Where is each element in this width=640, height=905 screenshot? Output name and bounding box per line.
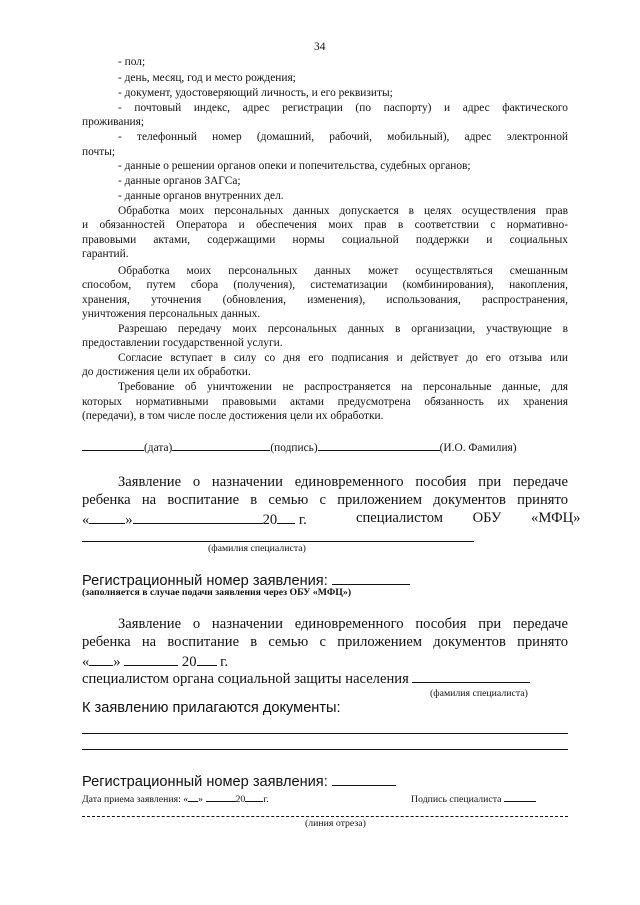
name-blank[interactable] — [318, 440, 440, 451]
name-caption: (И.О. Фамилия) — [439, 442, 517, 454]
year-suffix: г. — [263, 794, 269, 805]
mfc-date-row — [82, 510, 307, 529]
paragraph-line: и обязанностей Оператора и обеспечения моих прав в соответствии с нормативно- — [82, 219, 568, 231]
social-specialist-text: специалистом органа социальной защиты населения — [82, 671, 409, 687]
paragraph-line: способом, путем сбора (получения), систематизации (комбинирования), накопления, — [82, 279, 568, 291]
receipt-month-blank[interactable] — [206, 791, 236, 802]
social-specialist-row — [82, 669, 530, 688]
year-prefix: 20 — [235, 794, 246, 805]
signature-row — [82, 440, 517, 455]
attachment-line[interactable] — [82, 733, 568, 734]
signature-blank[interactable] — [172, 440, 270, 451]
paragraph-line: правовыми актами, содержащими нормы социальной поддержки и социальных — [82, 234, 568, 246]
paragraph-line: Согласие вступает в силу со дня его подписания и действует до его отзыва или — [118, 352, 568, 364]
registration-row — [82, 772, 396, 791]
paragraph-line: Обработка моих персональных данных может осуществляться смешанным — [118, 265, 568, 277]
social-statement-line: Заявление о назначении единовременного пособия при передаче — [118, 616, 568, 632]
registration-number-blank[interactable] — [332, 571, 410, 585]
registration-note: (заполняется в случае подачи заявления через ОБУ «МФЦ») — [82, 587, 352, 598]
mfc-specialist-caption: (фамилия специалиста) — [208, 543, 306, 554]
list-item: - пол; — [118, 56, 146, 68]
social-statement-line: ребенка на воспитание в семью с приложением документов принято — [82, 634, 568, 650]
specialist-signature-blank[interactable] — [504, 791, 536, 802]
page-number: 34 — [314, 41, 326, 53]
mfc-specialist-text: специалистом ОБУ «МФЦ» — [356, 510, 581, 526]
mfc-statement-line: Заявление о назначении единовременного пособия при передаче — [118, 474, 568, 490]
quote-close: » — [113, 654, 121, 670]
mfc-specialist-line[interactable] — [82, 541, 474, 542]
attachments-label: К заявлению прилагаются документы: — [82, 700, 341, 716]
social-year-blank[interactable] — [197, 652, 217, 666]
year-suffix: г. — [298, 512, 307, 528]
mfc-statement-line: ребенка на воспитание в семью с приложением документов принято — [82, 492, 568, 508]
receipt-day-blank[interactable] — [188, 791, 198, 802]
paragraph-line: которых нормативными правовыми актами предусмотрена обязанность их хранения — [82, 396, 568, 408]
list-item: - данные органов ЗАГСа; — [118, 175, 241, 187]
paragraph-line: гарантий. — [82, 248, 129, 260]
year-prefix: 20 — [181, 654, 197, 670]
specialist-signature-label: Подпись специалиста — [411, 794, 502, 805]
mfc-day-blank[interactable] — [89, 510, 125, 524]
paragraph-line: до достижения цели их обработки. — [82, 366, 251, 378]
year-prefix: 20 — [262, 512, 278, 528]
attachment-line[interactable] — [82, 749, 568, 750]
list-item: - данные органов внутренних дел. — [118, 190, 284, 202]
quote-close: » — [198, 794, 204, 805]
quote-close: » — [125, 512, 133, 528]
quote-open: « — [82, 654, 90, 670]
list-item-continuation: почты; — [82, 146, 116, 158]
mfc-year-blank[interactable] — [277, 510, 295, 524]
list-item-continuation: проживания; — [82, 116, 145, 128]
social-month-blank[interactable] — [124, 652, 178, 666]
list-item: - день, месяц, год и место рождения; — [118, 72, 296, 84]
paragraph-line: Требование об уничтожении не распространяется на персональные данные, для — [118, 381, 568, 393]
date-caption: (дата) — [144, 442, 173, 454]
list-item: - телефонный номер (домашний, рабочий, мобильный), адрес электронной — [118, 131, 568, 143]
paragraph-line: Обработка моих персональных данных допускается в целях осуществления прав — [118, 205, 568, 217]
paragraph-line: (передачи), в том числе после достижения цели их обработки. — [82, 410, 384, 422]
date-blank[interactable] — [82, 440, 144, 451]
social-day-blank[interactable] — [89, 652, 113, 666]
list-item: - документ, удостоверяющий личность, и его реквизиты; — [118, 87, 393, 99]
paragraph-line: уничтожения персональных данных. — [82, 308, 261, 320]
cut-line — [82, 816, 568, 817]
paragraph-line: предоставлении государственной услуги. — [82, 337, 283, 349]
social-specialist-caption: (фамилия специалиста) — [430, 688, 528, 699]
quote-open: « — [82, 512, 90, 528]
list-item: - почтовый индекс, адрес регистрации (по паспорту) и адрес фактического — [118, 102, 568, 114]
paragraph-line: Разрешаю передачу моих персональных данных в организации, участвующие в — [118, 323, 568, 335]
paragraph-line: хранения, уточнения (обновления, изменения), использования, распространения, — [82, 294, 568, 306]
receipt-date-row — [82, 791, 269, 806]
signature-caption: (подпись) — [270, 442, 318, 454]
receipt-year-blank[interactable] — [245, 791, 263, 802]
mfc-month-blank[interactable] — [133, 510, 263, 524]
registration-number-blank[interactable] — [332, 772, 396, 786]
registration-label: Регистрационный номер заявления: — [82, 774, 328, 790]
cut-line-caption: (линия отреза) — [305, 818, 366, 829]
list-item: - данные о решении органов опеки и попечительства, судебных органов; — [118, 160, 471, 172]
registration-label: Регистрационный номер заявления: — [82, 573, 328, 589]
receipt-date-label: Дата приема заявления: « — [82, 794, 189, 805]
year-suffix: г. — [220, 654, 229, 670]
social-specialist-blank[interactable] — [412, 669, 530, 683]
specialist-signature-row — [411, 791, 536, 806]
